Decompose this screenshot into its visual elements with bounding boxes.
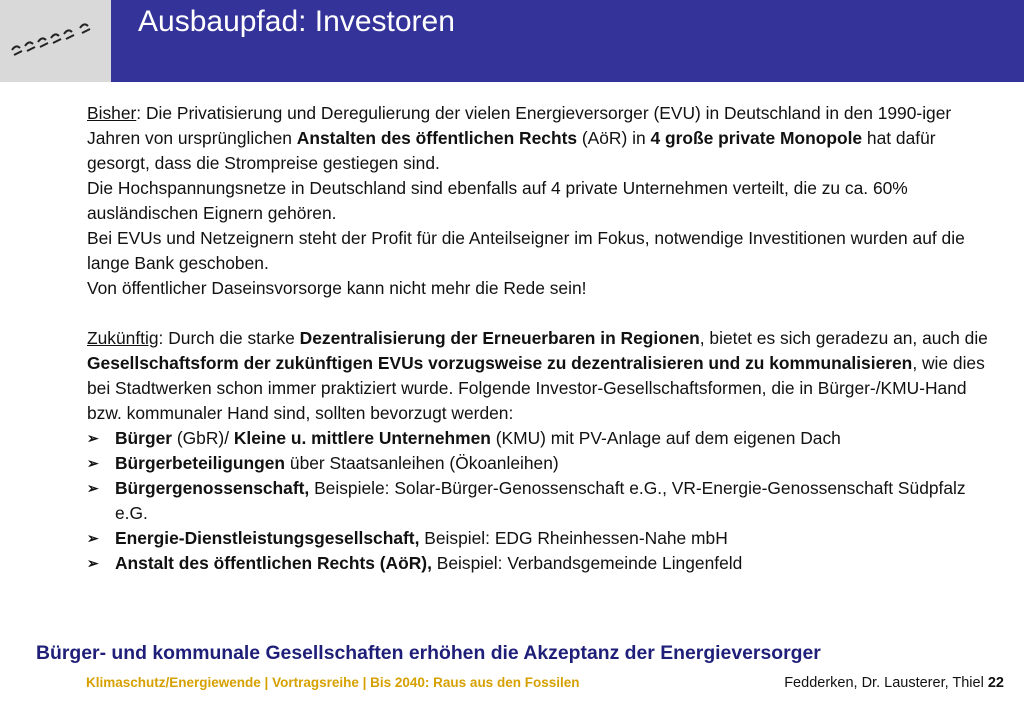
investor-forms-list: [87, 426, 1002, 576]
page-title: Ausbaupfad: Investoren: [138, 5, 455, 38]
arrow-bullet-icon: ➢: [87, 455, 99, 471]
paragraph-profit: Bei EVUs und Netzeignern steht der Profit für die Anteilseigner im Fokus, notwendige Investitionen wurden auf die lange Bank geschoben.: [87, 228, 965, 273]
logo-graphic: [0, 0, 111, 82]
zukuenftig-label: Zukünftig: [87, 328, 159, 348]
arrow-bullet-icon: ➢: [87, 530, 99, 546]
footer-series-title: Klimaschutz/Energiewende | Vortragsreihe | Bis 2040: Raus aus den Fossilen: [86, 675, 580, 690]
paragraph-zukuenftig: Zukünftig: Durch die starke Dezentralisierung der Erneuerbaren in Regionen, bietet es sich geradezu an, auch die Gesellschaftsform der zukünftigen EVUs vorzugsweise zu dezentralisieren und zu kommunalisieren, wie dies bei Stadtwerken schon immer praktiziert wurde. Folgende Investor-Gesellschaftsformen, die in Bürger-/KMU-Hand bzw. kommunaler Hand sind, sollten bevorzugt werden:: [87, 328, 988, 423]
footer-authors: [784, 675, 1004, 691]
logo-area: [0, 0, 111, 82]
arrow-bullet-icon: ➢: [87, 430, 99, 446]
page-number: 22: [987, 675, 1004, 691]
list-item: ➢ Bürgergenossenschaft, Beispiele: Solar-Bürger-Genossenschaft e.G., VR-Energie-Genossenschaft Südpfalz e.G.: [87, 478, 966, 523]
list-item: ➢ Bürgerbeteiligungen über Staatsanleihen (Ökoanleihen): [87, 451, 1002, 476]
paragraph-daseinsvorsorge: Von öffentlicher Daseinsvorsorge kann nicht mehr die Rede sein!: [87, 278, 587, 298]
arrow-bullet-icon: ➢: [87, 555, 99, 571]
bisher-label: Bisher: [87, 103, 137, 123]
list-item: ➢ Energie-Dienstleistungsgesellschaft, Beispiel: EDG Rheinhessen-Nahe mbH: [87, 526, 1002, 551]
list-item: ➢ Bürger (GbR)/ Kleine u. mittlere Unternehmen (KMU) mit PV-Anlage auf dem eigenen Dach: [87, 426, 1002, 451]
arrow-bullet-icon: ➢: [87, 480, 99, 496]
main-content: [87, 101, 1002, 576]
footer-author-names: Fedderken, Dr. Lausterer, Thiel: [784, 675, 984, 691]
list-item: ➢ Anstalt des öffentlichen Rechts (AöR), Beispiel: Verbandsgemeinde Lingenfeld: [87, 551, 1002, 576]
paragraph-bisher: Bisher: Die Privatisierung und Deregulierung der vielen Energieversorger (EVU) in Deutschland in den 1990-iger Jahren von ursprünglichen Anstalten des öffentlichen Rechts (AöR) in 4 große private Monopole hat dafür gesorgt, dass die Strompreise gestiegen sind.: [87, 103, 952, 173]
conclusion-statement: Bürger- und kommunale Gesellschaften erhöhen die Akzeptanz der Energieversorger: [36, 642, 821, 664]
paragraph-hochspannungsnetze: Die Hochspannungsnetze in Deutschland sind ebenfalls auf 4 private Unternehmen verteilt, die zu ca. 60% ausländischen Eignern gehören.: [87, 178, 908, 223]
